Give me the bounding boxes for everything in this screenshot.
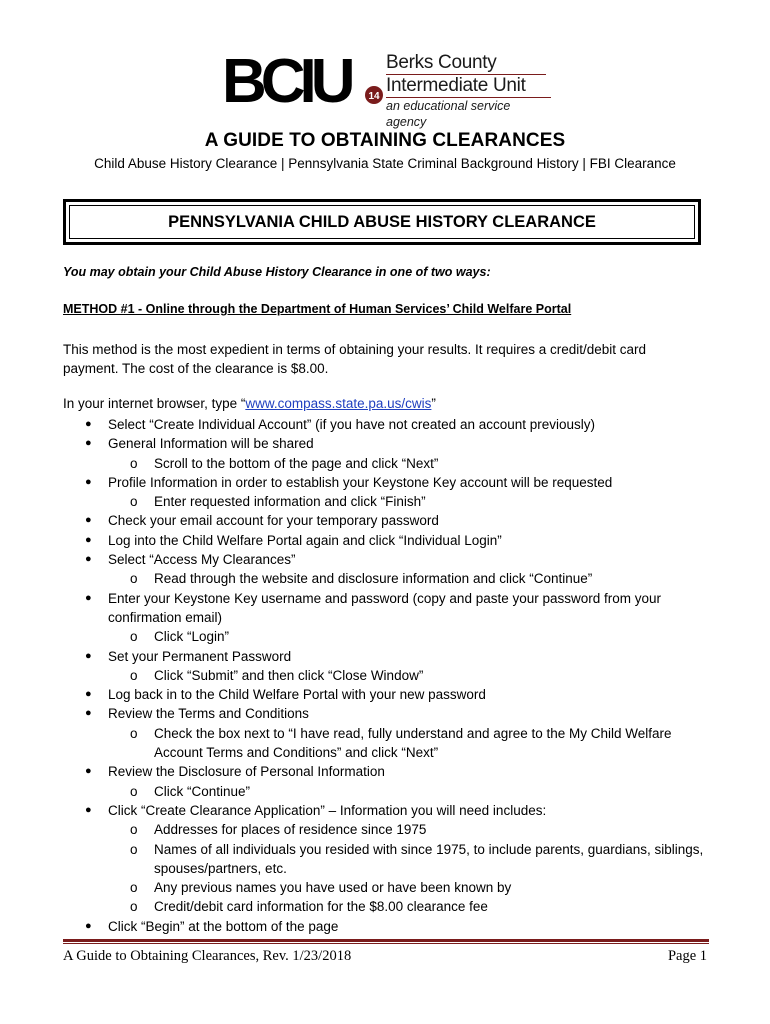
list-item <box>63 589 713 628</box>
list-item <box>63 550 713 569</box>
sub-bullet-icon: o <box>130 667 138 683</box>
sub-bullet-icon: o <box>130 629 138 645</box>
list-item <box>63 917 713 936</box>
step-text: Any previous names you have used or have been known by <box>154 880 512 896</box>
step-text: Select “Create Individual Account” (if you have not created an account previously) <box>108 417 596 432</box>
sub-list-item <box>63 820 713 839</box>
section-heading: PENNSYLVANIA CHILD ABUSE HISTORY CLEARANCE <box>168 212 596 231</box>
step-text: General Information will be shared <box>108 436 314 452</box>
step-text: Log into the Child Welfare Portal again and click “Individual Login” <box>108 532 502 548</box>
step-text: Click “Begin” at the bottom of the page <box>108 918 339 934</box>
sub-bullet-icon: o <box>130 725 138 741</box>
footer-rule-thick <box>63 939 709 942</box>
step-text: Names of all individuals you resided with since 1975, to include parents, guardians, siblings, spouses/partners, etc. <box>154 841 704 876</box>
browser-prefix: In your internet browser, type “ <box>63 396 246 411</box>
method-paragraph: This method is the most expedient in terms of obtaining your results. It requires a credit/debit card payment. The cost of the clearance is $8.00. <box>63 342 647 376</box>
list-item <box>63 685 713 704</box>
step-text: Addresses for places of residence since 1975 <box>154 822 427 838</box>
footer-rule-thin <box>63 943 709 944</box>
bullet-icon: ● <box>85 688 92 701</box>
browser-instruction <box>63 396 436 411</box>
step-text: Set your Permanent Password <box>108 648 292 664</box>
step-text: Scroll to the bottom of the page and click “Next” <box>154 455 439 471</box>
step-text: Review the Terms and Conditions <box>108 706 309 722</box>
bullet-icon: ● <box>85 591 92 604</box>
list-item <box>63 415 713 434</box>
sub-bullet-icon: o <box>130 571 138 587</box>
list-item <box>63 647 713 666</box>
step-text: Click “Submit” and then click “Close Window” <box>154 667 424 683</box>
step-text: Review the Disclosure of Personal Information <box>108 764 385 780</box>
list-item <box>63 704 713 723</box>
sub-bullet-icon: o <box>130 899 138 915</box>
sub-list-item <box>63 782 713 801</box>
steps-list <box>63 415 713 936</box>
step-text: Select “Access My Clearances” <box>108 552 296 568</box>
bullet-icon: ● <box>85 514 92 527</box>
page-number: Page 1 <box>667 948 707 964</box>
logo-line-1: Berks County <box>386 52 497 73</box>
bullet-icon: ● <box>85 553 92 566</box>
sub-list-item <box>63 569 713 588</box>
list-item <box>63 531 713 550</box>
step-text: Click “Create Clearance Application” – Information you will need includes: <box>108 802 547 818</box>
list-item <box>63 801 713 820</box>
list-item <box>63 762 713 781</box>
sub-list-item <box>63 492 713 511</box>
step-text: Enter your Keystone Key username and password (copy and paste your password from your confirmation email) <box>108 590 662 625</box>
logo-badge-text: 14 <box>368 91 380 102</box>
sub-list-item <box>63 666 713 685</box>
bullet-icon: ● <box>85 533 92 546</box>
step-text: Log back in to the Child Welfare Portal with your new password <box>108 687 486 703</box>
document-subtitle: Child Abuse History Clearance | Pennsylvania State Criminal Background History | FBI Clearance <box>94 156 676 171</box>
sub-bullet-icon: o <box>130 494 138 510</box>
list-item <box>63 434 713 453</box>
sub-bullet-icon: o <box>130 783 138 799</box>
step-text: Click “Continue” <box>154 783 251 799</box>
step-text: Check your email account for your temporary password <box>108 513 439 529</box>
logo-wordmark <box>386 53 551 130</box>
logo-line-2: Intermediate Unit <box>386 74 546 96</box>
step-text: Profile Information in order to establish your Keystone Key account will be requested <box>108 474 613 490</box>
step-text: Enter requested information and click “Finish” <box>154 494 426 510</box>
sub-list-item <box>63 840 713 879</box>
browser-suffix: ” <box>431 396 436 411</box>
logo-mark-text: BCIU <box>222 50 350 112</box>
logo-line-3: an educational service agency <box>386 97 551 130</box>
footer-title: A Guide to Obtaining Clearances, Rev. 1/23/2018 <box>63 948 352 964</box>
bullet-icon: ● <box>85 437 92 450</box>
sub-bullet-icon: o <box>130 880 138 896</box>
bullet-icon: ● <box>85 649 92 662</box>
method-heading: METHOD #1 - Online through the Department of Human Services’ Child Welfare Portal <box>63 302 572 316</box>
bullet-icon: ● <box>85 475 92 488</box>
section-heading-box <box>63 199 701 245</box>
sub-bullet-icon: o <box>130 822 138 838</box>
sub-list-item <box>63 627 713 646</box>
bullet-icon: ● <box>85 418 92 430</box>
bciu-logo <box>222 50 552 129</box>
bullet-icon: ● <box>85 803 92 816</box>
step-text: Check the box next to “I have read, fully understand and agree to the My Child Welfare Account Terms and Conditions” and click “Next” <box>154 725 672 761</box>
sub-bullet-icon: o <box>130 841 138 857</box>
section-heading-inner <box>69 205 695 239</box>
sub-bullet-icon: o <box>130 455 138 471</box>
intro-text: You may obtain your Child Abuse History Clearance in one of two ways: <box>63 265 491 279</box>
sub-list-item <box>63 724 713 763</box>
sub-list-item <box>63 878 713 897</box>
bullet-icon: ● <box>85 707 92 720</box>
cwis-link[interactable]: www.compass.state.pa.us/cwis <box>245 396 432 411</box>
bciu-logo-mark <box>222 50 384 112</box>
list-item <box>63 473 713 492</box>
step-text: Credit/debit card information for the $8.00 clearance fee <box>154 899 488 915</box>
bullet-icon: ● <box>85 765 92 778</box>
sub-list-item <box>63 897 713 916</box>
list-item <box>63 511 713 530</box>
bullet-icon: ● <box>85 919 92 932</box>
step-text: Click “Login” <box>154 629 230 645</box>
sub-list-item <box>63 454 713 473</box>
document-title: A GUIDE TO OBTAINING CLEARANCES <box>204 130 566 151</box>
step-text: Read through the website and disclosure information and click “Continue” <box>154 571 593 587</box>
